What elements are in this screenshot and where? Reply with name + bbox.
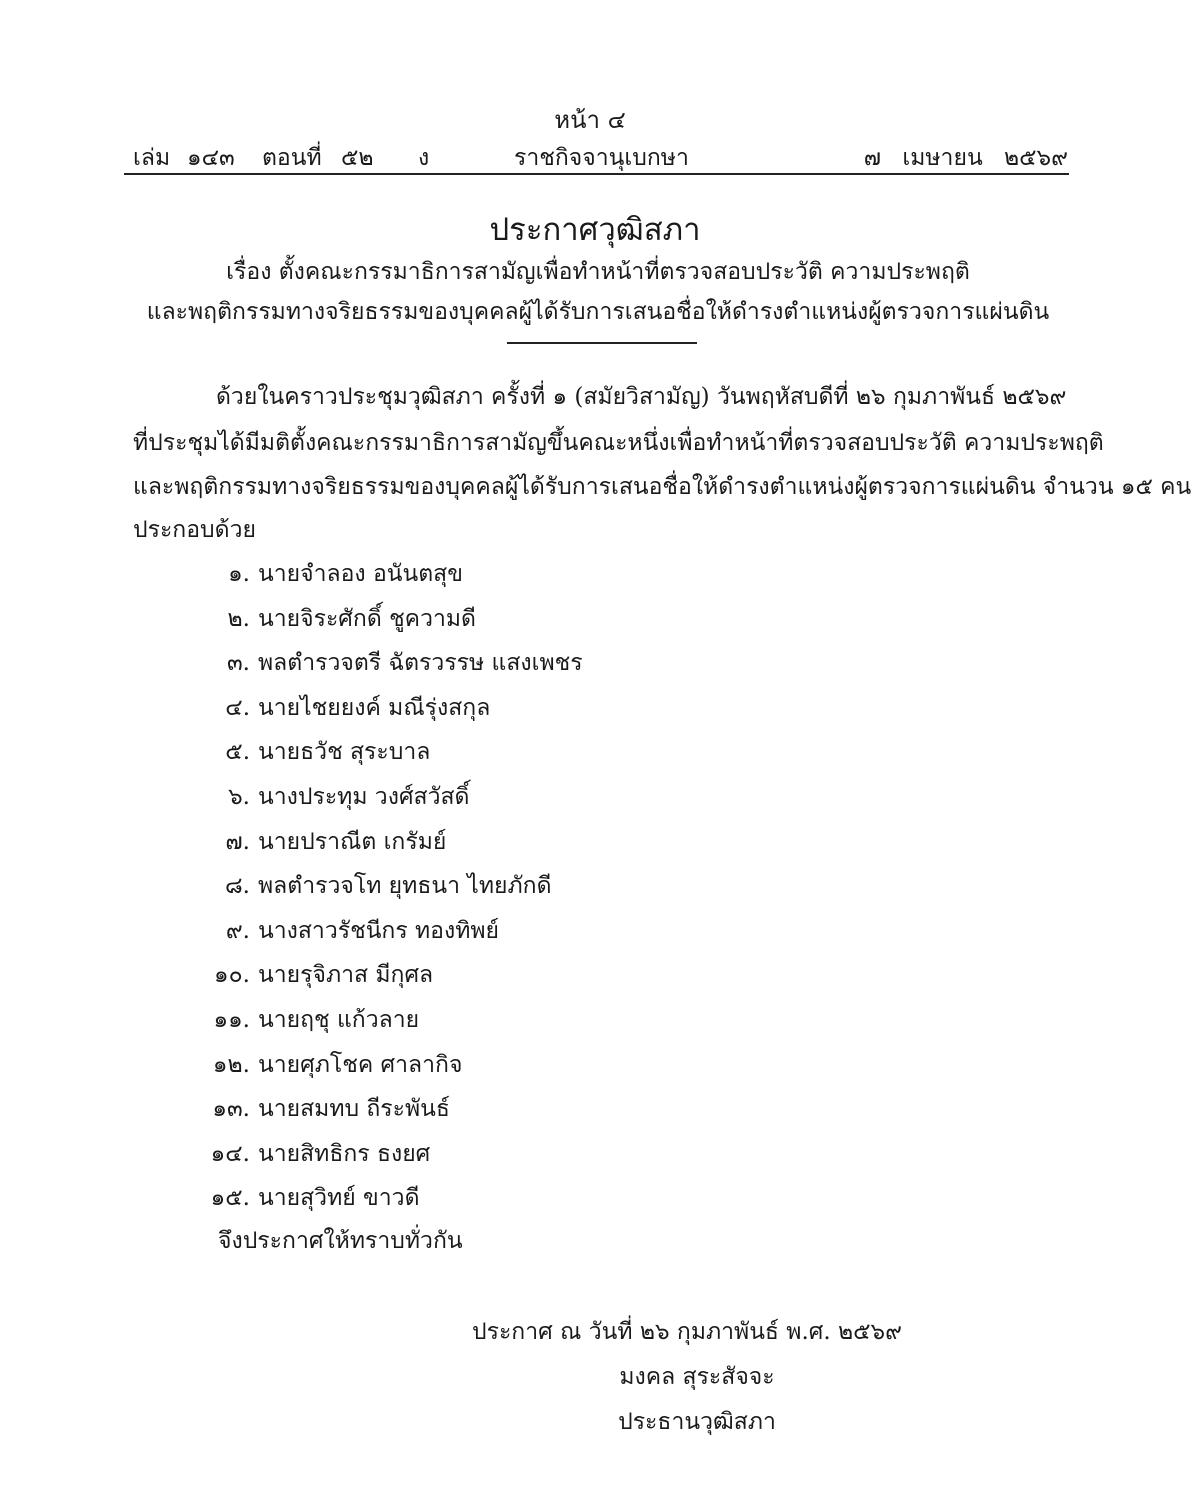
subject-line-2: และพฤติกรรมทางจริยธรรมของบุคคลผู้ได้รับการเสนอชื่อให้ดำรงตำแหน่งผู้ตรวจการแผ่นดิน xyxy=(146,299,1050,325)
member-number: ๑๐. xyxy=(214,962,250,988)
member-name: นางประทุม วงศ์สวัสดิ์ xyxy=(258,784,470,810)
member-number: ๑๓. xyxy=(212,1096,250,1122)
member-number: ๕. xyxy=(225,739,250,765)
member-number: ๒. xyxy=(227,606,250,632)
signer-name: มงคล สุระสัจจะ xyxy=(619,1364,775,1390)
body-line-2: ที่ประชุมได้มีมติตั้งคณะกรรมาธิการสามัญขึ้นคณะหนึ่งเพื่อทำหน้าที่ตรวจสอบประวัติ ความประพฤติ xyxy=(133,430,1104,456)
announcement-title: ประกาศวุฒิสภา xyxy=(489,212,701,248)
member-number: ๑๒. xyxy=(212,1052,250,1078)
member-name: นายสุวิทย์ ขาวดี xyxy=(258,1185,420,1211)
section-letter: ง xyxy=(418,145,430,171)
section-number: ๕๒ xyxy=(341,145,374,171)
publication-date: ๗ เมษายน ๒๕๖๙ xyxy=(863,145,1068,171)
member-name: นายศุภโชค ศาลากิจ xyxy=(258,1052,463,1078)
volume-label: เล่ม xyxy=(133,145,171,171)
title-divider xyxy=(507,342,697,344)
header-divider xyxy=(124,173,1069,175)
signer-title: ประธานวุฒิสภา xyxy=(618,1409,776,1435)
member-name: นายไชยยงค์ มณีรุ่งสกุล xyxy=(258,695,491,721)
member-name: นายรุจิภาส มีกุศล xyxy=(258,962,434,988)
member-name: นายจิระศักดิ์ ชูความดี xyxy=(258,606,476,632)
member-name: นายฤชุ แก้วลาย xyxy=(258,1007,420,1033)
section-label: ตอนที่ xyxy=(262,145,322,171)
member-number: ๓. xyxy=(226,650,250,676)
member-name: นายธวัช สุระบาล xyxy=(258,739,431,765)
member-name: นายจำลอง อนันตสุข xyxy=(258,561,463,587)
member-name: นางสาวรัชนีกร ทองทิพย์ xyxy=(258,918,500,944)
signature-date: ประกาศ ณ วันที่ ๒๖ กุมภาพันธ์ พ.ศ. ๒๕๖๙ xyxy=(472,1319,902,1345)
member-number: ๙. xyxy=(225,918,250,944)
member-number: ๗. xyxy=(225,829,250,855)
member-name: พลตำรวจตรี ฉัตรวรรษ แสงเพชร xyxy=(258,650,583,676)
member-number: ๘. xyxy=(224,873,250,899)
body-line-4: ประกอบด้วย xyxy=(133,517,256,543)
member-number: ๑๑. xyxy=(213,1007,250,1033)
member-name: พลตำรวจโท ยุทธนา ไทยภักดี xyxy=(258,873,552,899)
closing-statement: จึงประกาศให้ทราบทั่วกัน xyxy=(218,1228,463,1254)
member-number: ๑๔. xyxy=(210,1141,250,1167)
member-name: นายปราณีต เกรัมย์ xyxy=(258,829,447,855)
page-number: หน้า ๔ xyxy=(554,106,626,134)
member-number: ๔. xyxy=(225,695,250,721)
volume-number: ๑๔๓ xyxy=(187,145,235,171)
member-number: ๖. xyxy=(228,784,250,810)
member-number: ๑. xyxy=(228,561,250,587)
member-name: นายสิทธิกร ธงยศ xyxy=(258,1141,431,1167)
member-name: นายสมทบ ถีระพันธ์ xyxy=(258,1096,450,1122)
subject-line-1: เรื่อง ตั้งคณะกรรมาธิการสามัญเพื่อทำหน้าที่ตรวจสอบประวัติ ความประพฤติ xyxy=(226,259,970,285)
publication-name: ราชกิจจานุเบกษา xyxy=(514,145,689,171)
member-number: ๑๕. xyxy=(210,1185,250,1211)
body-line-1: ด้วยในคราวประชุมวุฒิสภา ครั้งที่ ๑ (สมัยวิสามัญ) วันพฤหัสบดีที่ ๒๖ กุมภาพันธ์ ๒๕๖๙ xyxy=(216,384,1067,410)
body-line-3: และพฤติกรรมทางจริยธรรมของบุคคลผู้ได้รับการเสนอชื่อให้ดำรงตำแหน่งผู้ตรวจการแผ่นดิน จำนวน ๑๕ คน xyxy=(133,474,1192,500)
